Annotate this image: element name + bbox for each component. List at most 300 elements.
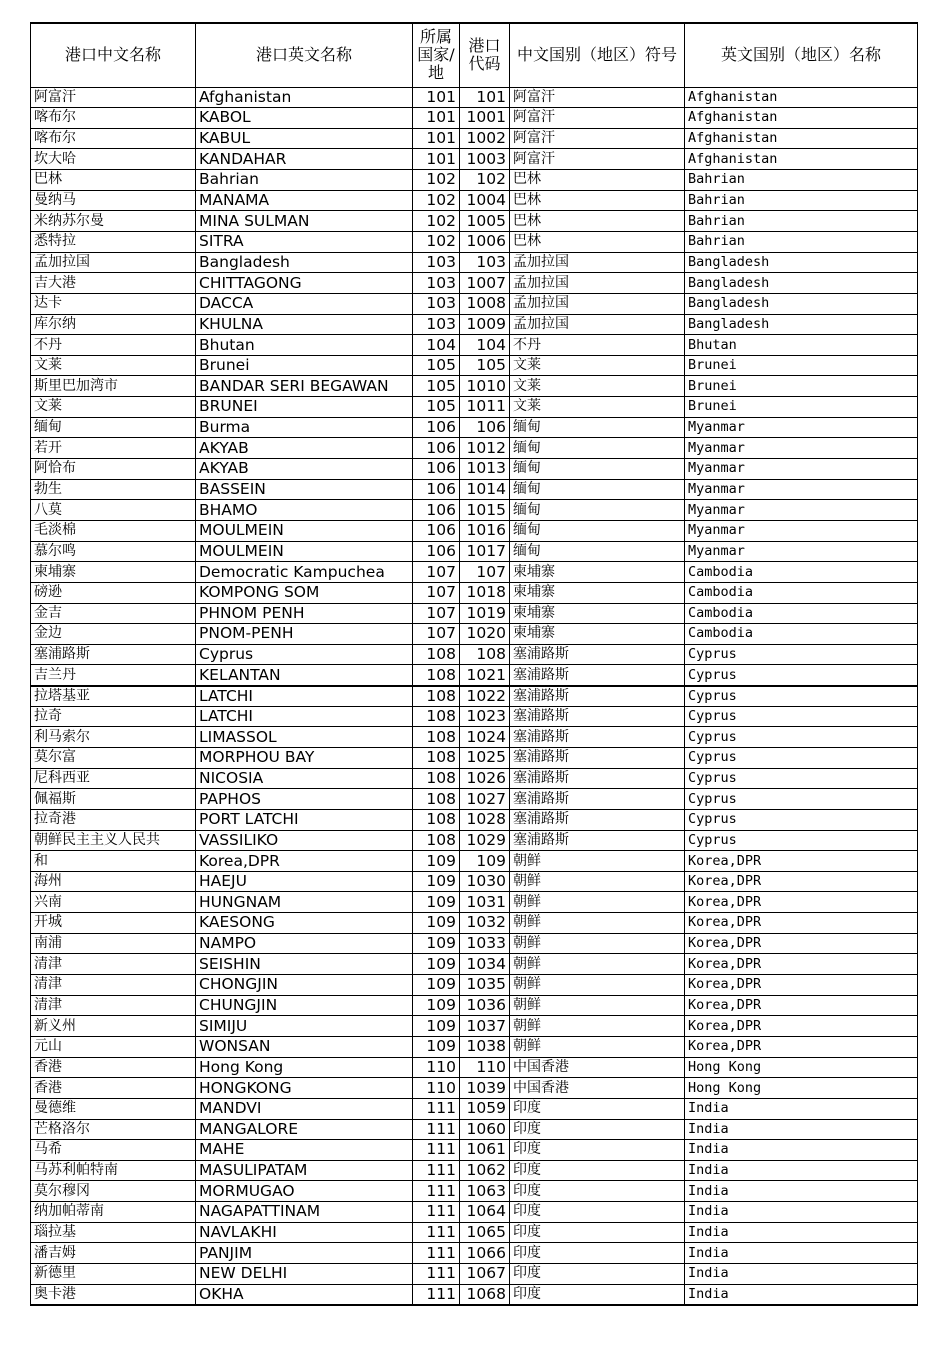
- cell-cn-country: 塞浦路斯: [510, 686, 685, 707]
- cell-cn-country: 印度: [510, 1222, 685, 1243]
- cell-en-country: Cambodia: [685, 603, 918, 624]
- cell-cn-port-name: 磅逊: [31, 582, 196, 603]
- cell-en-country: Korea,DPR: [685, 913, 918, 934]
- cell-en-country: Afghanistan: [685, 108, 918, 129]
- cell-en-port-name: BANDAR SERI BEGAWAN: [196, 376, 413, 397]
- table-row: [31, 727, 918, 748]
- cell-cn-country: 朝鲜: [510, 995, 685, 1016]
- table-row: [31, 231, 918, 252]
- cell-port-code: 110: [460, 1057, 510, 1078]
- table-row: [31, 851, 918, 872]
- cell-cn-country: 朝鲜: [510, 1016, 685, 1037]
- cell-cn-country: 印度: [510, 1160, 685, 1181]
- cell-en-port-name: MANAMA: [196, 190, 413, 211]
- cell-en-country: Cyprus: [685, 706, 918, 727]
- cell-country-code: 109: [413, 1016, 460, 1037]
- port-code-table: [30, 22, 918, 1306]
- cell-country-code: 109: [413, 913, 460, 934]
- table-row: [31, 1243, 918, 1264]
- cell-en-port-name: HAEJU: [196, 871, 413, 892]
- cell-country-code: 106: [413, 459, 460, 480]
- cell-cn-port-name: 尼科西亚: [31, 768, 196, 789]
- cell-cn-country: 塞浦路斯: [510, 665, 685, 686]
- cell-en-country: India: [685, 1098, 918, 1119]
- cell-cn-port-name: 莫尔富: [31, 748, 196, 769]
- cell-en-port-name: KHULNA: [196, 314, 413, 335]
- cell-country-code: 107: [413, 624, 460, 645]
- cell-cn-country: 缅甸: [510, 500, 685, 521]
- cell-en-port-name: KELANTAN: [196, 665, 413, 686]
- cell-cn-country: 印度: [510, 1140, 685, 1161]
- cell-port-code: 1021: [460, 665, 510, 686]
- cell-cn-country: 朝鲜: [510, 933, 685, 954]
- cell-country-code: 109: [413, 954, 460, 975]
- cell-en-port-name: SEISHIN: [196, 954, 413, 975]
- header-en-country-name: 英文国别（地区）名称: [685, 23, 918, 87]
- cell-cn-port-name: 新义州: [31, 1016, 196, 1037]
- cell-en-port-name: KOMPONG SOM: [196, 582, 413, 603]
- cell-country-code: 107: [413, 562, 460, 583]
- cell-cn-country: 塞浦路斯: [510, 748, 685, 769]
- cell-en-port-name: LATCHI: [196, 706, 413, 727]
- cell-cn-port-name: 不丹: [31, 335, 196, 356]
- cell-port-code: 102: [460, 170, 510, 191]
- cell-country-code: 103: [413, 314, 460, 335]
- cell-cn-country: 塞浦路斯: [510, 727, 685, 748]
- header-port-code: 港口代码: [460, 23, 510, 87]
- cell-port-code: 1067: [460, 1264, 510, 1285]
- table-body: [31, 87, 918, 1305]
- cell-port-code: 1002: [460, 128, 510, 149]
- cell-en-port-name: Democratic Kampuchea: [196, 562, 413, 583]
- cell-port-code: 1023: [460, 706, 510, 727]
- cell-cn-port-name: 清津: [31, 954, 196, 975]
- cell-cn-port-name: 马希: [31, 1140, 196, 1161]
- cell-en-port-name: OKHA: [196, 1284, 413, 1305]
- cell-country-code: 106: [413, 541, 460, 562]
- cell-en-port-name: Hong Kong: [196, 1057, 413, 1078]
- cell-cn-port-name: 香港: [31, 1057, 196, 1078]
- cell-en-port-name: Afghanistan: [196, 87, 413, 108]
- table-row: [31, 913, 918, 934]
- cell-cn-port-name: 勃生: [31, 479, 196, 500]
- cell-en-country: Myanmar: [685, 500, 918, 521]
- table-row: [31, 954, 918, 975]
- cell-en-country: Afghanistan: [685, 87, 918, 108]
- cell-en-country: Bahrian: [685, 170, 918, 191]
- cell-country-code: 111: [413, 1202, 460, 1223]
- cell-country-code: 104: [413, 335, 460, 356]
- cell-cn-port-name: 喀布尔: [31, 108, 196, 129]
- cell-cn-country: 巴林: [510, 231, 685, 252]
- cell-country-code: 103: [413, 293, 460, 314]
- table-row: [31, 108, 918, 129]
- cell-en-port-name: MANDVI: [196, 1098, 413, 1119]
- cell-port-code: 105: [460, 355, 510, 376]
- cell-cn-port-name: 利马索尔: [31, 727, 196, 748]
- cell-cn-port-name: 阿恰布: [31, 459, 196, 480]
- table-row: [31, 1036, 918, 1057]
- cell-cn-port-name: 吉大港: [31, 273, 196, 294]
- table-row: [31, 1098, 918, 1119]
- cell-cn-port-name: 朝鲜民主主义人民共: [31, 830, 196, 851]
- cell-en-port-name: MORPHOU BAY: [196, 748, 413, 769]
- cell-country-code: 108: [413, 686, 460, 707]
- table-row: [31, 1140, 918, 1161]
- cell-en-country: Cambodia: [685, 624, 918, 645]
- cell-cn-country: 文莱: [510, 355, 685, 376]
- cell-country-code: 108: [413, 768, 460, 789]
- cell-cn-port-name: 达卡: [31, 293, 196, 314]
- table-row: [31, 376, 918, 397]
- table-row: [31, 438, 918, 459]
- cell-port-code: 1036: [460, 995, 510, 1016]
- cell-port-code: 1037: [460, 1016, 510, 1037]
- cell-country-code: 110: [413, 1057, 460, 1078]
- cell-en-port-name: KAESONG: [196, 913, 413, 934]
- cell-port-code: 1068: [460, 1284, 510, 1305]
- cell-cn-country: 中国香港: [510, 1057, 685, 1078]
- cell-en-port-name: Cyprus: [196, 644, 413, 665]
- cell-en-port-name: KABOL: [196, 108, 413, 129]
- table-row: [31, 1202, 918, 1223]
- cell-country-code: 106: [413, 520, 460, 541]
- cell-en-port-name: PNOM-PENH: [196, 624, 413, 645]
- cell-cn-country: 孟加拉国: [510, 314, 685, 335]
- cell-cn-port-name: 拉塔基亚: [31, 686, 196, 707]
- cell-country-code: 111: [413, 1243, 460, 1264]
- cell-en-country: Korea,DPR: [685, 871, 918, 892]
- cell-port-code: 1059: [460, 1098, 510, 1119]
- cell-en-port-name: MOULMEIN: [196, 520, 413, 541]
- cell-country-code: 108: [413, 748, 460, 769]
- cell-en-country: India: [685, 1140, 918, 1161]
- cell-port-code: 108: [460, 644, 510, 665]
- cell-cn-country: 缅甸: [510, 417, 685, 438]
- cell-en-port-name: PAPHOS: [196, 789, 413, 810]
- cell-port-code: 1025: [460, 748, 510, 769]
- cell-country-code: 109: [413, 933, 460, 954]
- cell-country-code: 108: [413, 644, 460, 665]
- cell-country-code: 101: [413, 108, 460, 129]
- cell-en-port-name: MOULMEIN: [196, 541, 413, 562]
- cell-cn-port-name: 坎大哈: [31, 149, 196, 170]
- cell-en-country: Cyprus: [685, 768, 918, 789]
- table-row: [31, 603, 918, 624]
- cell-en-country: India: [685, 1264, 918, 1285]
- cell-cn-port-name: 莫尔穆冈: [31, 1181, 196, 1202]
- cell-en-country: Myanmar: [685, 479, 918, 500]
- cell-en-port-name: PORT LATCHI: [196, 809, 413, 830]
- cell-cn-port-name: 海州: [31, 871, 196, 892]
- cell-cn-port-name: 喀布尔: [31, 128, 196, 149]
- cell-en-country: Korea,DPR: [685, 1016, 918, 1037]
- cell-country-code: 107: [413, 603, 460, 624]
- cell-port-code: 1039: [460, 1078, 510, 1099]
- cell-cn-port-name: 清津: [31, 975, 196, 996]
- cell-cn-country: 孟加拉国: [510, 252, 685, 273]
- cell-cn-port-name: 孟加拉国: [31, 252, 196, 273]
- cell-cn-country: 朝鲜: [510, 851, 685, 872]
- cell-country-code: 102: [413, 190, 460, 211]
- cell-en-country: Cyprus: [685, 809, 918, 830]
- cell-country-code: 109: [413, 851, 460, 872]
- cell-en-port-name: MINA SULMAN: [196, 211, 413, 232]
- cell-en-country: Bhutan: [685, 335, 918, 356]
- cell-cn-port-name: 香港: [31, 1078, 196, 1099]
- table-row: [31, 293, 918, 314]
- cell-cn-port-name: 清津: [31, 995, 196, 1016]
- cell-en-port-name: KABUL: [196, 128, 413, 149]
- cell-en-port-name: Bhutan: [196, 335, 413, 356]
- table-row: [31, 624, 918, 645]
- cell-en-country: Myanmar: [685, 438, 918, 459]
- cell-en-country: Cyprus: [685, 644, 918, 665]
- table-row: [31, 273, 918, 294]
- cell-en-port-name: LATCHI: [196, 686, 413, 707]
- cell-port-code: 1026: [460, 768, 510, 789]
- cell-country-code: 105: [413, 397, 460, 418]
- cell-country-code: 109: [413, 892, 460, 913]
- table-row: [31, 417, 918, 438]
- cell-cn-country: 缅甸: [510, 479, 685, 500]
- cell-en-country: Bangladesh: [685, 273, 918, 294]
- cell-cn-country: 缅甸: [510, 541, 685, 562]
- cell-port-code: 1003: [460, 149, 510, 170]
- table-row: [31, 1078, 918, 1099]
- cell-country-code: 106: [413, 500, 460, 521]
- table-row: [31, 995, 918, 1016]
- cell-cn-country: 阿富汗: [510, 108, 685, 129]
- table-row: [31, 252, 918, 273]
- cell-cn-country: 文莱: [510, 376, 685, 397]
- cell-port-code: 1011: [460, 397, 510, 418]
- cell-country-code: 111: [413, 1222, 460, 1243]
- cell-cn-port-name: 斯里巴加湾市: [31, 376, 196, 397]
- cell-cn-country: 孟加拉国: [510, 293, 685, 314]
- cell-country-code: 103: [413, 273, 460, 294]
- cell-cn-port-name: 芒格洛尔: [31, 1119, 196, 1140]
- cell-port-code: 1064: [460, 1202, 510, 1223]
- cell-en-country: India: [685, 1181, 918, 1202]
- table-row: [31, 562, 918, 583]
- cell-cn-port-name: 八莫: [31, 500, 196, 521]
- cell-en-port-name: Burma: [196, 417, 413, 438]
- cell-en-port-name: SIMIJU: [196, 1016, 413, 1037]
- cell-en-country: India: [685, 1284, 918, 1305]
- cell-port-code: 1031: [460, 892, 510, 913]
- cell-en-port-name: NAVLAKHI: [196, 1222, 413, 1243]
- cell-country-code: 111: [413, 1264, 460, 1285]
- cell-port-code: 106: [460, 417, 510, 438]
- cell-en-port-name: Brunei: [196, 355, 413, 376]
- cell-en-country: Korea,DPR: [685, 954, 918, 975]
- header-country-code: 所属国家/地: [413, 23, 460, 87]
- table-row: [31, 933, 918, 954]
- cell-cn-country: 巴林: [510, 170, 685, 191]
- cell-port-code: 1009: [460, 314, 510, 335]
- cell-cn-port-name: 吉兰丹: [31, 665, 196, 686]
- cell-port-code: 109: [460, 851, 510, 872]
- cell-cn-country: 文莱: [510, 397, 685, 418]
- cell-port-code: 1010: [460, 376, 510, 397]
- cell-country-code: 101: [413, 128, 460, 149]
- cell-en-country: Cyprus: [685, 665, 918, 686]
- table-row: [31, 541, 918, 562]
- table-row: [31, 1160, 918, 1181]
- cell-country-code: 108: [413, 830, 460, 851]
- cell-port-code: 107: [460, 562, 510, 583]
- cell-cn-country: 印度: [510, 1264, 685, 1285]
- cell-en-country: Myanmar: [685, 417, 918, 438]
- cell-en-port-name: MAHE: [196, 1140, 413, 1161]
- cell-cn-country: 朝鲜: [510, 913, 685, 934]
- header-en-port-name: 港口英文名称: [196, 23, 413, 87]
- cell-en-country: India: [685, 1222, 918, 1243]
- cell-cn-country: 阿富汗: [510, 149, 685, 170]
- cell-cn-port-name: 塞浦路斯: [31, 644, 196, 665]
- cell-cn-country: 印度: [510, 1181, 685, 1202]
- table-row: [31, 170, 918, 191]
- cell-cn-country: 印度: [510, 1098, 685, 1119]
- cell-cn-port-name: 柬埔寨: [31, 562, 196, 583]
- cell-cn-country: 巴林: [510, 211, 685, 232]
- cell-port-code: 1019: [460, 603, 510, 624]
- cell-port-code: 1004: [460, 190, 510, 211]
- cell-en-port-name: Korea,DPR: [196, 851, 413, 872]
- cell-cn-port-name: 南浦: [31, 933, 196, 954]
- cell-cn-country: 不丹: [510, 335, 685, 356]
- cell-port-code: 1001: [460, 108, 510, 129]
- cell-cn-port-name: 拉奇港: [31, 809, 196, 830]
- cell-cn-port-name: 奥卡港: [31, 1284, 196, 1305]
- cell-en-country: Cyprus: [685, 727, 918, 748]
- cell-port-code: 1014: [460, 479, 510, 500]
- cell-en-country: Bangladesh: [685, 252, 918, 273]
- cell-en-port-name: BRUNEI: [196, 397, 413, 418]
- cell-en-country: Korea,DPR: [685, 851, 918, 872]
- table-row: [31, 871, 918, 892]
- cell-cn-port-name: 库尔纳: [31, 314, 196, 335]
- cell-en-country: Korea,DPR: [685, 892, 918, 913]
- cell-port-code: 1062: [460, 1160, 510, 1181]
- cell-port-code: 1060: [460, 1119, 510, 1140]
- cell-cn-port-name: 文莱: [31, 397, 196, 418]
- cell-en-port-name: KANDAHAR: [196, 149, 413, 170]
- cell-cn-country: 印度: [510, 1202, 685, 1223]
- cell-en-country: Myanmar: [685, 459, 918, 480]
- cell-cn-country: 塞浦路斯: [510, 706, 685, 727]
- table-row: [31, 975, 918, 996]
- cell-en-port-name: PANJIM: [196, 1243, 413, 1264]
- cell-port-code: 1028: [460, 809, 510, 830]
- cell-en-port-name: AKYAB: [196, 438, 413, 459]
- cell-cn-country: 缅甸: [510, 520, 685, 541]
- cell-en-port-name: DACCA: [196, 293, 413, 314]
- cell-en-port-name: CHUNGJIN: [196, 995, 413, 1016]
- table-row: [31, 809, 918, 830]
- cell-cn-country: 阿富汗: [510, 87, 685, 108]
- table-row: [31, 520, 918, 541]
- cell-port-code: 1017: [460, 541, 510, 562]
- cell-cn-country: 巴林: [510, 190, 685, 211]
- cell-cn-port-name: 毛淡棉: [31, 520, 196, 541]
- cell-cn-country: 印度: [510, 1119, 685, 1140]
- cell-en-port-name: MASULIPATAM: [196, 1160, 413, 1181]
- table-row: [31, 397, 918, 418]
- cell-port-code: 1013: [460, 459, 510, 480]
- cell-cn-port-name: 巴林: [31, 170, 196, 191]
- cell-en-port-name: WONSAN: [196, 1036, 413, 1057]
- cell-en-country: India: [685, 1243, 918, 1264]
- table-row: [31, 500, 918, 521]
- cell-cn-country: 朝鲜: [510, 892, 685, 913]
- cell-en-country: Cambodia: [685, 582, 918, 603]
- cell-port-code: 1006: [460, 231, 510, 252]
- table-row: [31, 1222, 918, 1243]
- cell-en-port-name: HUNGNAM: [196, 892, 413, 913]
- table-row: [31, 1181, 918, 1202]
- cell-country-code: 111: [413, 1119, 460, 1140]
- table-row: [31, 748, 918, 769]
- table-row: [31, 582, 918, 603]
- table-row: [31, 1264, 918, 1285]
- cell-en-port-name: Bahrian: [196, 170, 413, 191]
- cell-country-code: 111: [413, 1284, 460, 1305]
- cell-port-code: 1029: [460, 830, 510, 851]
- cell-en-country: Brunei: [685, 355, 918, 376]
- cell-cn-port-name: 阿富汗: [31, 87, 196, 108]
- table-row: [31, 149, 918, 170]
- cell-cn-port-name: 缅甸: [31, 417, 196, 438]
- cell-en-port-name: Bangladesh: [196, 252, 413, 273]
- cell-port-code: 1020: [460, 624, 510, 645]
- cell-en-country: Bangladesh: [685, 293, 918, 314]
- cell-en-country: Cyprus: [685, 830, 918, 851]
- cell-port-code: 1012: [460, 438, 510, 459]
- cell-port-code: 1005: [460, 211, 510, 232]
- cell-country-code: 110: [413, 1078, 460, 1099]
- cell-country-code: 106: [413, 479, 460, 500]
- table-row: [31, 211, 918, 232]
- cell-en-port-name: PHNOM PENH: [196, 603, 413, 624]
- table-row: [31, 1284, 918, 1305]
- cell-port-code: 1034: [460, 954, 510, 975]
- cell-country-code: 111: [413, 1098, 460, 1119]
- cell-en-port-name: BHAMO: [196, 500, 413, 521]
- cell-cn-country: 缅甸: [510, 459, 685, 480]
- table-row: [31, 1016, 918, 1037]
- cell-port-code: 1032: [460, 913, 510, 934]
- cell-cn-port-name: 拉奇: [31, 706, 196, 727]
- cell-en-port-name: MORMUGAO: [196, 1181, 413, 1202]
- cell-port-code: 1007: [460, 273, 510, 294]
- cell-port-code: 1027: [460, 789, 510, 810]
- table-row: [31, 789, 918, 810]
- cell-country-code: 108: [413, 809, 460, 830]
- cell-port-code: 1038: [460, 1036, 510, 1057]
- cell-country-code: 111: [413, 1181, 460, 1202]
- cell-cn-country: 缅甸: [510, 438, 685, 459]
- table-row: [31, 1057, 918, 1078]
- cell-country-code: 102: [413, 211, 460, 232]
- cell-port-code: 1016: [460, 520, 510, 541]
- cell-en-port-name: VASSILIKO: [196, 830, 413, 851]
- cell-en-port-name: CHONGJIN: [196, 975, 413, 996]
- cell-country-code: 108: [413, 706, 460, 727]
- cell-cn-country: 朝鲜: [510, 871, 685, 892]
- table-row: [31, 768, 918, 789]
